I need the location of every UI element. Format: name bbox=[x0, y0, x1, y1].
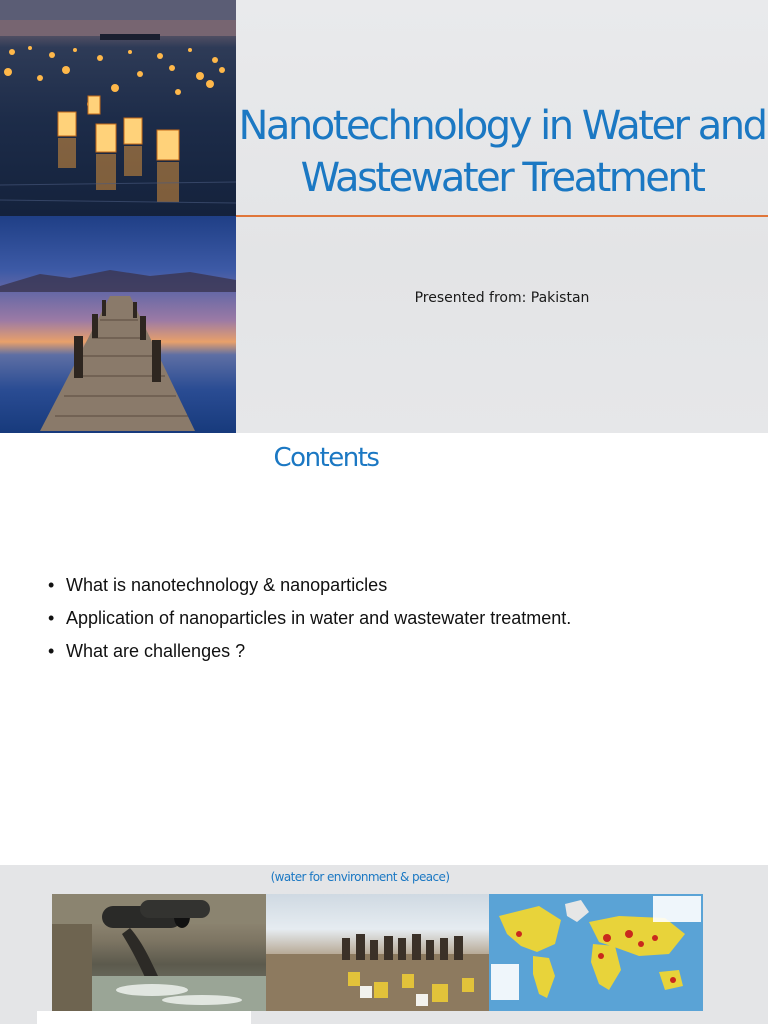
contents-heading: Contents bbox=[273, 443, 379, 473]
list-item bbox=[48, 569, 571, 602]
pipe-illustration bbox=[52, 894, 266, 1011]
title-divider bbox=[236, 215, 768, 217]
title-line-2: Wastewater Treatment bbox=[300, 155, 704, 201]
dock-sunset-photo bbox=[0, 216, 236, 433]
list-item-text: What is nanotechnology & nanoparticles bbox=[66, 575, 388, 595]
list-item bbox=[48, 635, 571, 668]
contents-list bbox=[48, 569, 571, 668]
water-queue-photo bbox=[266, 894, 489, 1011]
presenter-subtitle: Presented from: Pakistan bbox=[414, 290, 590, 306]
map-illustration bbox=[489, 894, 703, 1011]
dock-illustration bbox=[0, 216, 236, 433]
bullet-icon: • bbox=[48, 575, 55, 595]
contents-slide bbox=[0, 433, 768, 865]
crowd-illustration bbox=[266, 894, 489, 1011]
wastewater-pipe-photo bbox=[52, 894, 266, 1011]
title-line-1: Nanotechnology in Water and bbox=[238, 103, 766, 149]
list-item bbox=[48, 602, 571, 635]
slide-edge-strip bbox=[37, 1011, 251, 1024]
lanterns-illustration bbox=[0, 0, 236, 216]
floating-lanterns-photo bbox=[0, 0, 236, 216]
list-item-text: Application of nanoparticles in water and wastewater treatment. bbox=[66, 608, 572, 628]
images-slide bbox=[0, 865, 768, 1024]
world-water-scarcity-map bbox=[489, 894, 703, 1011]
bullet-icon: • bbox=[48, 641, 55, 661]
slide-caption: (water for environment & peace) bbox=[270, 870, 450, 884]
slide-title bbox=[236, 100, 768, 204]
title-slide bbox=[0, 0, 768, 433]
list-item-text: What are challenges ? bbox=[66, 641, 246, 661]
bullet-icon: • bbox=[48, 608, 55, 628]
